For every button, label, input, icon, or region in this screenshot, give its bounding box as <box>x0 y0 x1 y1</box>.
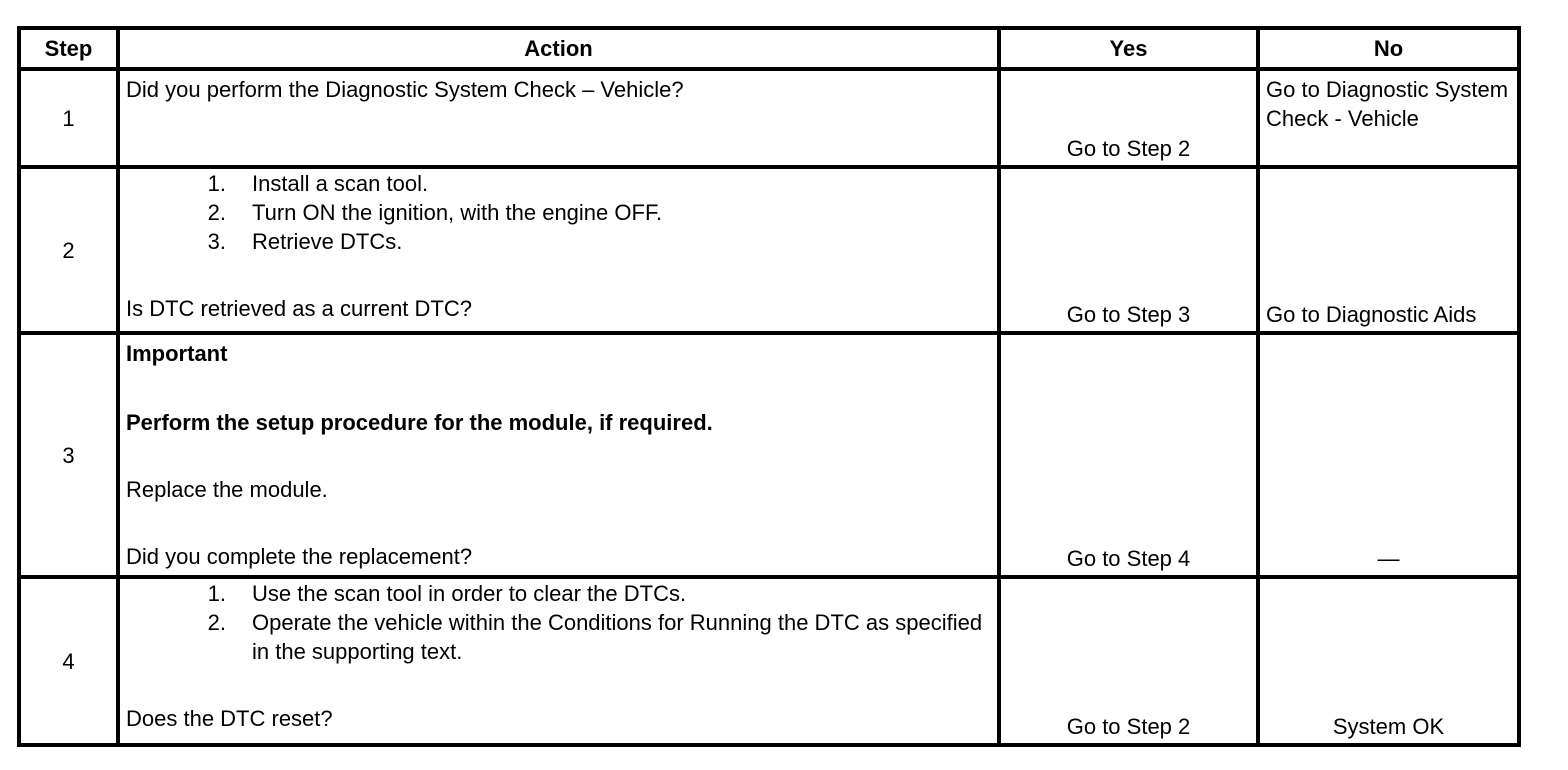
no-action: — <box>1377 546 1400 571</box>
action-cell <box>118 333 999 577</box>
diagnostic-table <box>17 26 1521 747</box>
header-step: Step <box>19 28 118 69</box>
yes-action: Go to Step 2 <box>1066 714 1191 739</box>
important-label: Important <box>126 341 228 366</box>
important-text: Perform the setup procedure for the module, if required. <box>126 410 713 435</box>
action-cell <box>118 577 999 745</box>
step-number: 3 <box>19 333 118 577</box>
procedure-list <box>126 579 991 666</box>
step-number: 4 <box>19 577 118 745</box>
action-cell <box>118 167 999 333</box>
no-action: Go to Diagnostic System Check - Vehicle <box>1266 77 1509 131</box>
yes-cell <box>999 167 1258 333</box>
list-item: 2. Operate the vehicle within the Conditions for Running the DTC as specified in the supporting text. <box>207 610 983 664</box>
list-item: 3. Retrieve DTCs. <box>207 229 403 254</box>
table-row <box>19 167 1519 333</box>
table-row <box>19 577 1519 745</box>
list-item: 1. Install a scan tool. <box>207 171 429 196</box>
procedure-list <box>126 169 991 256</box>
table-row <box>19 333 1519 577</box>
header-action: Action <box>118 28 999 69</box>
header-yes: Yes <box>999 28 1258 69</box>
no-cell <box>1258 69 1519 167</box>
header-row <box>19 28 1519 69</box>
action-instruction: Replace the module. <box>126 477 328 502</box>
no-action: System OK <box>1332 714 1445 739</box>
header-no: No <box>1258 28 1519 69</box>
action-question: Did you perform the Diagnostic System Check – Vehicle? <box>126 77 684 102</box>
no-action: Go to Diagnostic Aids <box>1266 302 1477 327</box>
table-row <box>19 69 1519 167</box>
action-question: Does the DTC reset? <box>126 706 333 731</box>
yes-action: Go to Step 4 <box>1066 546 1191 571</box>
yes-action: Go to Step 2 <box>1066 136 1191 161</box>
action-question: Is DTC retrieved as a current DTC? <box>126 296 472 321</box>
yes-cell <box>999 577 1258 745</box>
no-cell <box>1258 167 1519 333</box>
list-item: 1. Use the scan tool in order to clear the DTCs. <box>207 581 687 606</box>
yes-action: Go to Step 3 <box>1066 302 1191 327</box>
list-item: 2. Turn ON the ignition, with the engine OFF. <box>207 200 663 225</box>
no-cell <box>1258 577 1519 745</box>
step-number: 2 <box>19 167 118 333</box>
yes-cell <box>999 69 1258 167</box>
action-cell <box>118 69 999 167</box>
action-question: Did you complete the replacement? <box>126 544 473 569</box>
yes-cell <box>999 333 1258 577</box>
step-number: 1 <box>19 69 118 167</box>
no-cell <box>1258 333 1519 577</box>
